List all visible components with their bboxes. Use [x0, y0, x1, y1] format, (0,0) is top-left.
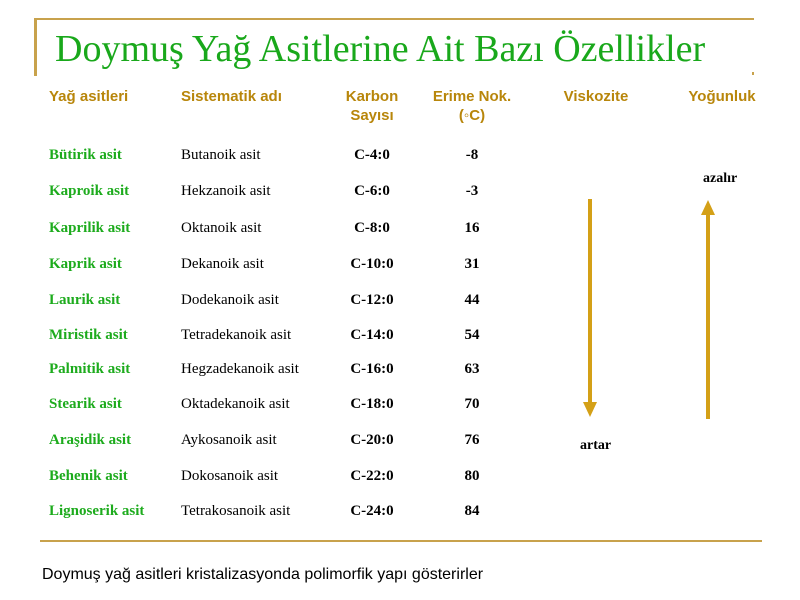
acid-name-cell: Stearik asit	[49, 396, 122, 412]
systematic-name-cell: Dekanoik asit	[181, 256, 264, 272]
melting-point-cell: 16	[464, 220, 480, 236]
header-systematic-name: Sistematik adı	[181, 88, 282, 105]
carbon-count-cell: C-4:0	[354, 147, 390, 163]
carbon-count-cell: C-18:0	[350, 396, 394, 412]
melting-point-cell: 70	[464, 396, 480, 412]
header-melting-point: Erime Nok. (◦C)	[432, 88, 512, 124]
systematic-name-cell: Hegzadekanoik asit	[181, 361, 299, 377]
acid-name-cell: Bütirik asit	[49, 147, 122, 163]
melting-point-cell: 80	[464, 468, 480, 484]
carbon-count-cell: C-12:0	[350, 292, 394, 308]
melting-point-cell: 84	[464, 503, 480, 519]
melting-point-cell: 44	[464, 292, 480, 308]
melting-point-cell: -3	[465, 183, 479, 199]
melting-point-cell: 76	[464, 432, 480, 448]
carbon-count-cell: C-22:0	[350, 468, 394, 484]
systematic-name-cell: Oktanoik asit	[181, 220, 262, 236]
acid-name-cell: Araşidik asit	[49, 432, 132, 448]
systematic-name-cell: Hekzanoik asit	[181, 183, 271, 199]
acid-name-cell: Miristik asit	[49, 327, 128, 343]
melting-point-cell: -8	[465, 147, 479, 163]
title-frame-right-mark	[752, 72, 754, 75]
systematic-name-cell: Aykosanoik asit	[181, 432, 277, 448]
acid-name-cell: Kaprilik asit	[49, 220, 131, 236]
carbon-count-cell: C-10:0	[350, 256, 394, 272]
title-frame-top-border	[34, 18, 754, 20]
melting-point-cell: 63	[464, 361, 480, 377]
footnote-text: Doymuş yağ asitleri kristalizasyonda polimorfik yapı gösterirler	[42, 566, 484, 583]
viscosity-increases-label: artar	[580, 438, 612, 453]
acid-name-cell: Kaproik asit	[49, 183, 130, 199]
acid-name-cell: Laurik asit	[49, 292, 121, 308]
density-up-arrow	[698, 198, 718, 422]
carbon-count-cell: C-14:0	[350, 327, 394, 343]
density-decreases-label: azalır	[703, 171, 738, 186]
systematic-name-cell: Dodekanoik asit	[181, 292, 279, 308]
carbon-count-cell: C-8:0	[354, 220, 390, 236]
header-carbon-count: Karbon Sayısı	[345, 88, 399, 124]
melting-point-cell: 31	[464, 256, 480, 272]
header-viscosity: Viskozite	[563, 88, 629, 105]
melting-point-cell: 54	[464, 327, 480, 343]
title-frame-left-border	[34, 18, 37, 76]
header-density: Yoğunluk	[688, 88, 756, 105]
systematic-name-cell: Dokosanoik asit	[181, 468, 279, 484]
systematic-name-cell: Tetradekanoik asit	[181, 327, 292, 343]
carbon-count-cell: C-20:0	[350, 432, 394, 448]
viscosity-down-arrow	[580, 197, 600, 421]
systematic-name-cell: Oktadekanoik asit	[181, 396, 290, 412]
acid-name-cell: Palmitik asit	[49, 361, 131, 377]
carbon-count-cell: C-16:0	[350, 361, 394, 377]
acid-name-cell: Lignoserik asit	[49, 503, 145, 519]
header-fatty-acids: Yağ asitleri	[49, 88, 129, 105]
acid-name-cell: Kaprik asit	[49, 256, 122, 272]
carbon-count-cell: C-6:0	[354, 183, 390, 199]
systematic-name-cell: Tetrakosanoik asit	[181, 503, 291, 519]
page-title: Doymuş Yağ Asitlerine Ait Bazı Özellikler	[55, 28, 706, 70]
bottom-divider	[40, 540, 762, 542]
carbon-count-cell: C-24:0	[350, 503, 394, 519]
systematic-name-cell: Butanoik asit	[181, 147, 261, 163]
acid-name-cell: Behenik asit	[49, 468, 128, 484]
